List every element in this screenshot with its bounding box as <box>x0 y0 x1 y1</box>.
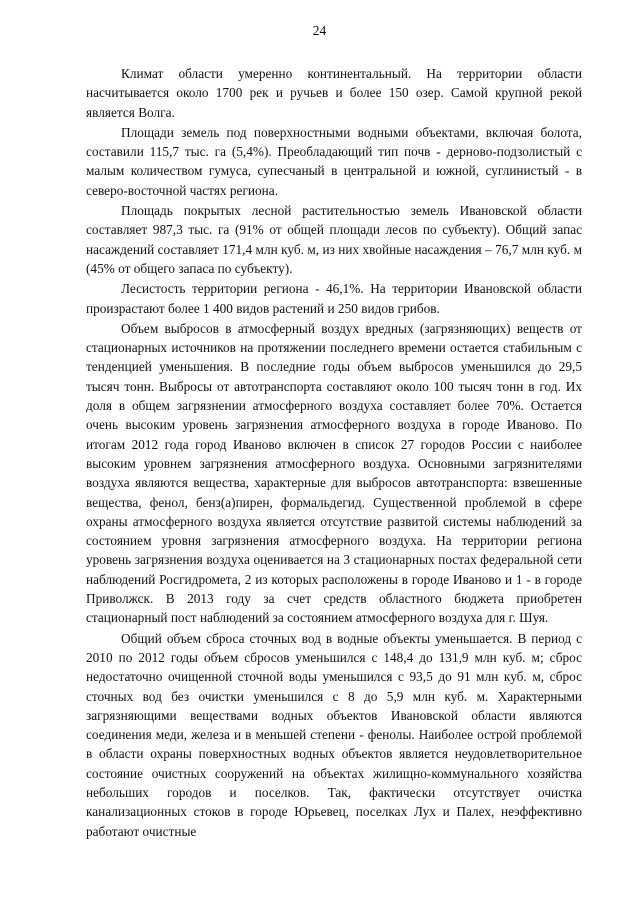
paragraph-water-land: Площади земель под поверхностными водными объектами, включая болота, составили 115,7 тыс. га (5,4%). Преобладающий тип почв - дерново-подзолистый с малым количеством гумуса, супесчаный в центральной и южной, суглинистый - в северо-восточной частях региона. <box>86 124 582 198</box>
page-number: 24 <box>312 23 327 38</box>
paragraph-forest-area: Площадь покрытых лесной растительностью земель Ивановской области составляет 987,3 тыс. га (91% от общей площади лесов по субъекту). Общий запас насаждений составляет 171,4 млн куб. м, из них хвойные насаждения – 76,7 млн куб. м (45% от общего запаса по субъекту). <box>86 203 582 276</box>
document-body <box>86 64 582 841</box>
paragraph-air-emissions: Объем выбросов в атмосферный воздух вредных (загрязняющих) веществ от стационарных источников на протяжении последнего времени остается стабильным с тенденцией уменьшения. В последние годы объем выбросов уменьшился до 29,5 тысяч тонн. Выбросы от автотранспорта составляют около 100 тысяч тонн в год. Их доля в общем загрязнении атмосферного воздуха составляет более 70%. Остается очень высоким уровень загрязнения атмосферного воздуха в городе Иваново. По итогам 2012 года город Иваново включен в список 27 городов России с наиболее высоким уровнем загрязнения атмосферного воздуха. Основными загрязнителями воздуха являются вещества, характерные для выбросов автотранспорта: взвешенные вещества, фенол, бенз(а)пирен, формальдегид. Существенной проблемой в сфере охраны атмосферного воздуха является отсутствие развитой системы наблюдений за состоянием уровня загрязнения атмосферного воздуха. На территории региона уровень загрязнения воздуха оценивается на 3 стационарных постах федеральной сети наблюдений Росгидромета, 2 из которых расположены в городе Иваново и 1 - в городе Приволжск. В 2013 году за счет средств областного бюджета приобретен стационарный пост наблюдений за состоянием атмосферного воздуха для г. Шуя. <box>86 320 582 626</box>
paragraph-climate: Климат области умеренно континентальный. На территории области насчитывается около 1700 рек и ручьев и более 150 озер. Самой крупной рекой является Волга. <box>86 66 582 120</box>
paragraph-forest-cover: Лесистость территории региона - 46,1%. На территории Ивановской области произрастают более 1 400 видов растений и 250 видов грибов. <box>86 281 582 316</box>
paragraph-wastewater: Общий объем сброса сточных вод в водные объекты уменьшается. В период с 2010 по 2012 годы объем сбросов уменьшился с 148,4 до 131,9 млн куб. м; сброс недостаточно очищенной сточной воды уменьшился с 93,5 до 91 млн куб. м, сброс сточных вод без очистки уменьшился с 8 до 5,9 млн куб. м. Характерными загрязняющими веществами водных объектов Ивановской области являются соединения меди, железа и в меньшей степени - фенолы. Наиболее острой проблемой в области охраны поверхностных водных объектов является неудовлетворительное состояние очистных сооружений на объектах жилищно-коммунального хозяйства небольших городов и поселков. Так, фактически отсутствует очистка канализационных стоков в городе Юрьевец, поселках Лух и Палех, неэффективно работают очистные <box>86 630 582 839</box>
